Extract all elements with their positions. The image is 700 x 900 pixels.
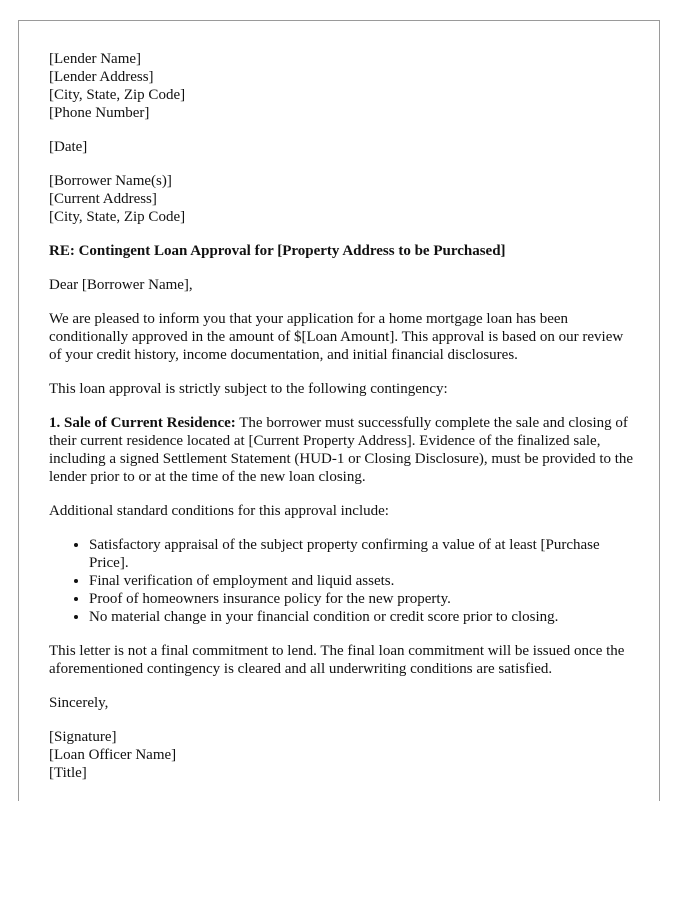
- sender-address: [49, 50, 639, 122]
- contingency-item: [49, 414, 639, 486]
- conditions-intro: Additional standard conditions for this approval include:: [49, 503, 389, 519]
- letter-date: [Date]: [49, 139, 88, 155]
- sender-line: [City, State, Zip Code]: [49, 87, 186, 103]
- recipient-line: [Current Address]: [49, 191, 157, 207]
- recipient-line: [Borrower Name(s)]: [49, 173, 172, 189]
- signature-block: [49, 728, 639, 782]
- signature-line: [Loan Officer Name]: [49, 747, 177, 763]
- letter-content: [49, 50, 639, 782]
- commitment-paragraph: This letter is not a final commitment to lend. The final loan commitment will be issued once the aforementioned contingency is cleared and all underwriting conditions are satisfied.: [49, 643, 625, 677]
- condition-item: • Satisfactory appraisal of the subject property confirming a value of at least [Purchase Price].: [89, 536, 639, 572]
- signature-line: [Signature]: [49, 729, 117, 745]
- contingency-title: 1. Sale of Current Residence:: [49, 415, 236, 431]
- closing: Sincerely,: [49, 695, 109, 711]
- sender-line: [Lender Name]: [49, 51, 142, 67]
- signature-line: [Title]: [49, 765, 87, 781]
- contingency-text: The borrower must successfully complete the sale and closing of their current residence located at [Current Property Address]. Evidence of the finalized sale, including a signed Settlement Statement (HUD-1 or Closing Disclosure), must be provided to the lender prior to or at the time of the new loan closing.: [49, 415, 634, 485]
- sender-line: [Lender Address]: [49, 69, 154, 85]
- contingency-intro: This loan approval is strictly subject to the following contingency:: [49, 381, 448, 397]
- condition-item: • Final verification of employment and liquid assets.: [89, 572, 639, 590]
- conditions-list: [49, 536, 639, 626]
- subject-line: RE: Contingent Loan Approval for [Property Address to be Purchased]: [49, 243, 506, 259]
- recipient-line: [City, State, Zip Code]: [49, 209, 186, 225]
- recipient-address: [49, 172, 639, 226]
- salutation: Dear [Borrower Name],: [49, 277, 193, 293]
- sender-line: [Phone Number]: [49, 105, 150, 121]
- letter-page: [18, 20, 660, 801]
- condition-item: • No material change in your financial condition or credit score prior to closing.: [89, 608, 639, 626]
- approval-paragraph: We are pleased to inform you that your application for a home mortgage loan has been conditionally approved in the amount of $[Loan Amount]. This approval is based on our review of your credit history, income documentation, and initial financial disclosures.: [49, 311, 624, 363]
- condition-item: • Proof of homeowners insurance policy for the new property.: [89, 590, 639, 608]
